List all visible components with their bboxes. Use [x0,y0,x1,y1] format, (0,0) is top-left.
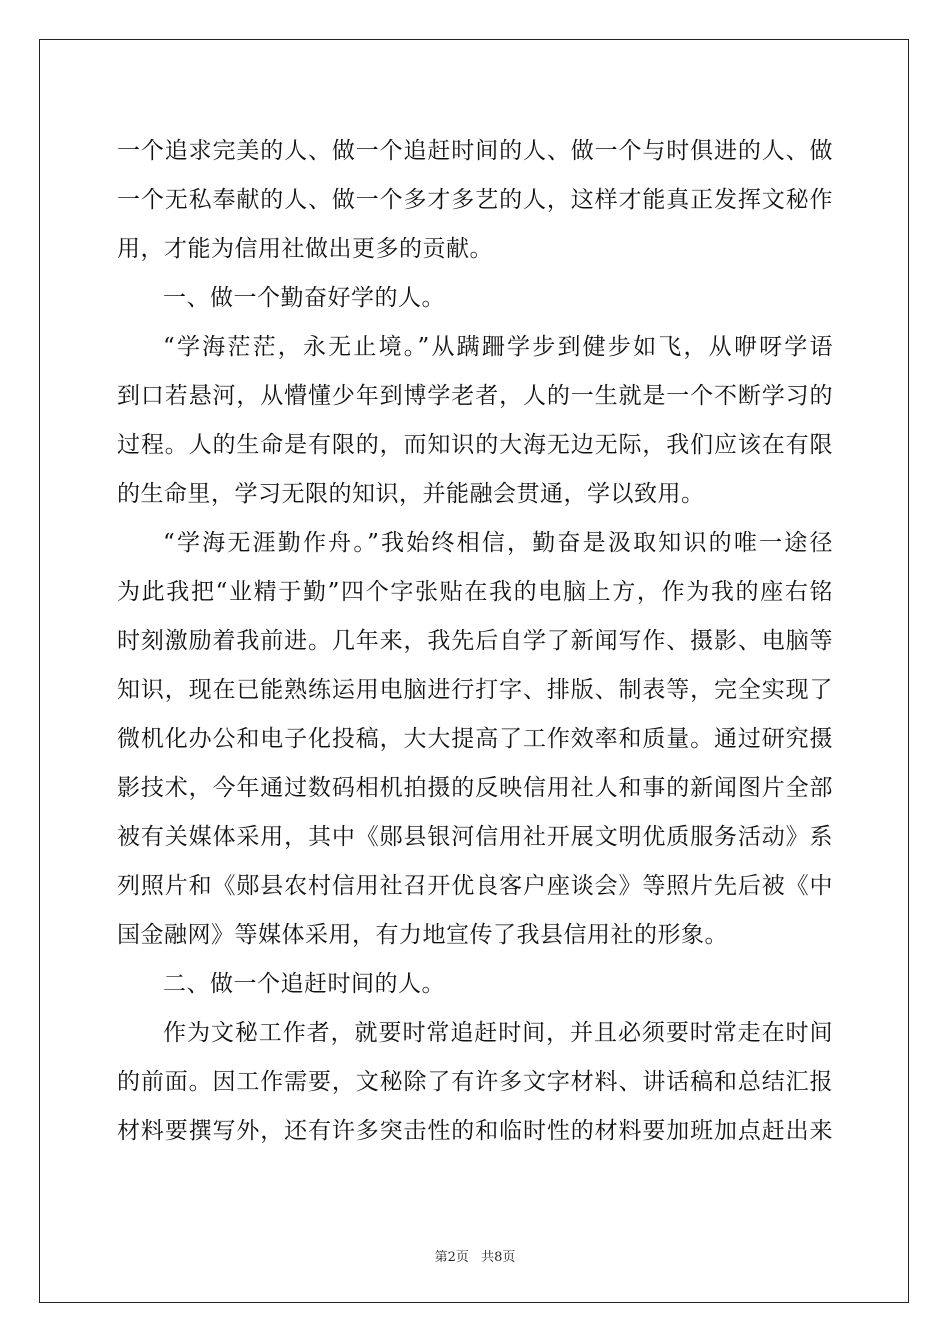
text-line: 被有关媒体采用，其中《郧县银河信用社开展文明优质服务活动》系 [117,824,833,850]
page-footer [0,1246,950,1265]
text-line: 影技术，今年通过数码相机拍摄的反映信用社人和事的新闻图片全部 [117,775,833,801]
total-page-count: 共8页 [481,1250,516,1265]
text-line: 到口若悬河，从懵懂少年到博学老者，人的一生就是一个不断学习的 [117,383,833,409]
text-line: 为此我把“业精于勤”四个字张贴在我的电脑上方，作为我的座右铭 [117,579,833,605]
section-heading: 二、做一个追赶时间的人。 [163,971,445,997]
text-line: 材料要撰写外，还有许多突击性的和临时性的材料要加班加点赶出来 [117,1118,833,1144]
text-line: 一个无私奉献的人、做一个多才多艺的人，这样才能真正发挥文秘作 [117,187,833,213]
current-page-number: 第2页 [434,1250,469,1265]
text-line: 的前面。因工作需要，文秘除了有许多文字材料、讲话稿和总结汇报 [117,1069,833,1095]
text-line: “学海无涯勤作舟。”我始终相信，勤奋是汲取知识的唯一途径 [163,530,833,556]
text-line: 知识，现在已能熟练运用电脑进行打字、排版、制表等，完全实现了 [117,677,833,703]
text-line: 作为文秘工作者，就要时常追赶时间，并且必须要时常走在时间 [163,1020,833,1046]
text-line: 用，才能为信用社做出更多的贡献。 [117,236,493,262]
section-heading: 一、做一个勤奋好学的人。 [163,285,445,311]
document-body [117,127,833,1156]
text-line: 列照片和《郧县农村信用社召开优良客户座谈会》等照片先后被《中 [117,873,833,899]
text-line: 的生命里，学习无限的知识，并能融会贯通，学以致用。 [117,481,705,507]
text-line: 过程。人的生命是有限的，而知识的大海无边无际，我们应该在有限 [117,432,833,458]
text-line: 一个追求完美的人、做一个追赶时间的人、做一个与时俱进的人、做 [117,138,833,164]
text-line: 国金融网》等媒体采用，有力地宣传了我县信用社的形象。 [117,922,728,948]
text-line: 微机化办公和电子化投稿，大大提高了工作效率和质量。通过研究摄 [117,726,833,752]
text-line: 时刻激励着我前进。几年来，我先后自学了新闻写作、摄影、电脑等 [117,628,833,654]
text-line: “学海茫茫，永无止境。”从蹒跚学步到健步如飞，从咿呀学语 [163,334,833,360]
